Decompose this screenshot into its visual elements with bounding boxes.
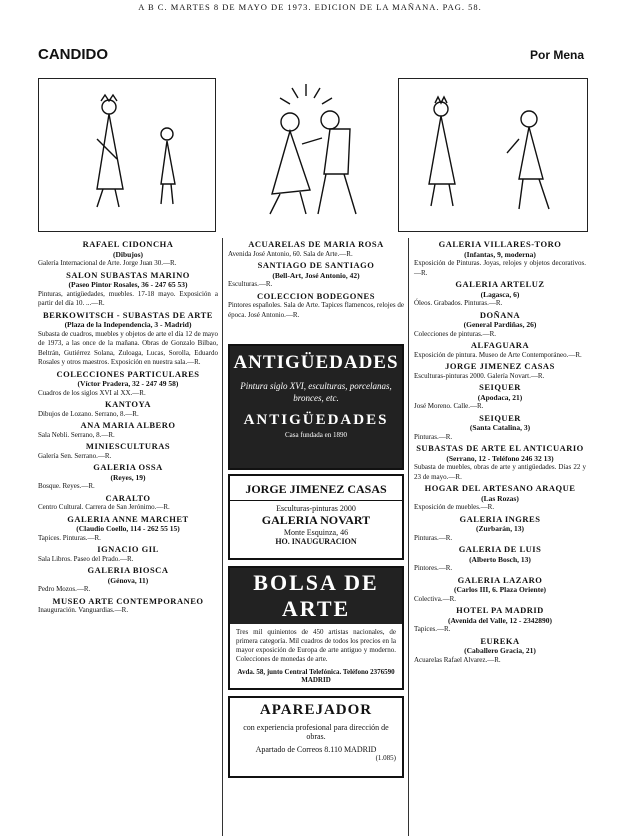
listing: GALERIA ARTELUZ (Lagasca, 6) Óleos. Grabados. Pinturas.—R. [414, 279, 545, 307]
ad-antiguedades-footer: ANTIGÜEDADES [243, 412, 389, 428]
ad-jorge-line4: HO. INAUGURACION [275, 537, 357, 546]
listing: KANTOYA Dibujos de Lozano. Serrano, 8.—R. [38, 399, 151, 418]
listing: SUBASTAS DE ARTE EL ANTICUARIO (Serrano, 12 - Teléfono 246 32 13) Subasta de muebles, obras de arte y antigüedades. Días 22 y 23 de mayo.—R. [414, 443, 586, 481]
listing: GALERIA DE LUIS (Alberto Bosch, 13) Pintores.—R. [414, 544, 542, 572]
listing: GALERIA OSSA (Reyes, 19) Bosque. Reyes.—R. [38, 462, 163, 490]
ad-jorge-line3: Monte Esquinza, 46 [283, 528, 349, 537]
ad-aparejador [228, 696, 404, 778]
listing: GALERIA LAZARO (Carlos III, 6. Plaza Oriente) Colectiva.—R. [414, 574, 547, 603]
listing: BERKOWITSCH - SUBASTAS DE ARTE (Plaza de la Independencia, 3 - Madrid) Subasta de cuadros, muebles y objetos de arte el día 12 de mayo de 1973, a las once de la mañana. Obras de Gonzalo Bilbao, Beltrán, Gutiérrez Solana, Zuloaga, Lucas, Sorolla, Eduardo Rosales y otros maestros. Exposición en nuestra sala.—R. [38, 309, 218, 366]
listing: JORGE JIMENEZ CASAS Esculturas-pinturas 2000. Galería Novart.—R. [414, 361, 555, 380]
ad-antiguedades-title: ANTIGÜEDADES [233, 352, 399, 373]
listing: SEIQUER (Apodaca, 21) José Moreno. Calle.—R. [414, 382, 523, 410]
ad-jorge-title: JORGE JIMENEZ CASAS [230, 482, 402, 501]
listing: SEIQUER (Santa Catalina, 3) Pinturas.—R. [414, 412, 531, 441]
listing: GALERIA INGRES (Zurbarán, 13) Pinturas.—R. [414, 513, 541, 542]
column-divider [408, 238, 409, 836]
ad-jorge-line2: GALERIA NOVART [261, 513, 371, 527]
ad-jorge-line1: Esculturas-pinturas 2000 [276, 504, 356, 513]
ad-bolsa-footer: Avda. 58, junto Central Telefónica. Teléfono 2376590 MADRID [237, 668, 395, 684]
ad-bolsa-arte [228, 566, 404, 690]
column-divider [222, 238, 223, 836]
listing: ANA MARIA ALBERO Sala Nebli. Serrano, 8.—R. [38, 420, 176, 439]
cartoon-right-drawing [399, 79, 587, 231]
listing: GALERIA VILLARES-TORO (Infantas, 9, moderna) Exposición de Pinturas. Joyas, relojes y objetos decorativos.—R. [414, 239, 586, 277]
listing: COLECCION BODEGONES Pintores españoles. Sala de Arte. Tapices flamencos, relojes de época. José Antonio.—R. [228, 290, 404, 319]
listing: ALFAGUARA Exposición de pintura. Museo de Arte Contemporáneo.—R. [414, 340, 582, 359]
cartoon-title: CANDIDO [38, 46, 108, 63]
listing: RAFAEL CIDONCHA (Dibujos) Galería Internacional de Arte. Jorge Juan 30.—R. [38, 239, 177, 267]
listing: HOTEL PA MADRID (Avenida del Valle, 12 - 2342890) Tapices.—R. [414, 605, 553, 633]
listing: HOGAR DEL ARTESANO ARAQUE (Las Rozas) Exposición de muebles.—R. [414, 483, 576, 511]
listing: MUSEO ARTE CONTEMPORANEO Inauguración. Vanguardias.—R. [38, 595, 204, 614]
listing: COLECCIONES PARTICULARES (Víctor Pradera, 32 - 247 49 58) Cuadros de los siglos XVI al XX.—R. [38, 368, 200, 397]
cartoon-author: Por Mena [529, 48, 584, 62]
listings-column-2 [228, 238, 404, 321]
listing: CARALTO Centro Cultural. Carrera de San Jerónimo.—R. [38, 492, 170, 511]
listing: EUREKA (Caballero Gracia, 21) Acuarelas Rafael Alvarez.—R. [414, 635, 536, 664]
listing: GALERIA ANNE MARCHET (Claudio Coello, 114 - 262 55 15) Tapices. Pinturas.—R. [38, 513, 189, 542]
ad-bolsa-body: Tres mil quinientos de 450 artistas nacionales, de primera categoría. Mil cuadros de todos los precios en la mayor exposición de Europa de arte antiguo y moderno. Colecciones de monedas de arte. [236, 628, 396, 663]
ad-aparejador-ref: (1.085) [375, 754, 396, 762]
cartoon-panel-left [38, 78, 216, 232]
ad-aparejador-footer: Apartado de Correos 8.110 MADRID [255, 745, 377, 754]
ad-antiguedades [228, 344, 404, 470]
listing: MINIESCULTURAS Galería Sen. Serrano.—R. [38, 441, 171, 460]
listing: SALON SUBASTAS MARINO (Paseo Pintor Rosales, 36 - 247 65 53) Pinturas, antigüedades, muebles. 17-18 mayo. Exposición a partir del día 10. ...—R. [38, 269, 218, 307]
listing: GALERIA BIOSCA (Génova, 11) Pedro Mozos.—R. [38, 565, 169, 593]
ad-aparejador-title: APAREJADOR [259, 702, 373, 718]
listing: IGNACIO GIL Sala Libros. Paseo del Prado.—R. [38, 544, 159, 563]
cartoon-center-drawing [220, 74, 395, 232]
ad-bolsa-title: BOLSA DE ARTE [230, 568, 402, 624]
listings-column-3 [414, 238, 586, 666]
ad-antiguedades-sub: Casa fundada en 1890 [284, 431, 347, 439]
cartoon-panel-center [220, 74, 395, 232]
cartoon-panel-right [398, 78, 588, 232]
cartoon-left-drawing [39, 79, 215, 231]
listings-column-1 [38, 238, 218, 617]
ad-jorge-jimenez [228, 474, 404, 560]
listing: SANTIAGO DE SANTIAGO (Bell-Art, José Antonio, 42) Esculturas.—R. [228, 260, 375, 288]
page-header: A B C. MARTES 8 DE MAYO DE 1973. EDICION DE LA MAÑANA. PAG. 58. [138, 2, 482, 12]
ad-antiguedades-body: Pintura siglo XVI, esculturas, porcelanas, bronces, etc. [240, 381, 392, 403]
listing: ACUARELAS DE MARIA ROSA Avenida José Antonio, 60. Sala de Arte.—R. [228, 239, 384, 258]
listing: DOÑANA (General Pardiñas, 26) Colecciones de pinturas.—R. [414, 309, 537, 338]
ad-aparejador-body: con experiencia profesional para dirección de obras. [243, 723, 389, 741]
